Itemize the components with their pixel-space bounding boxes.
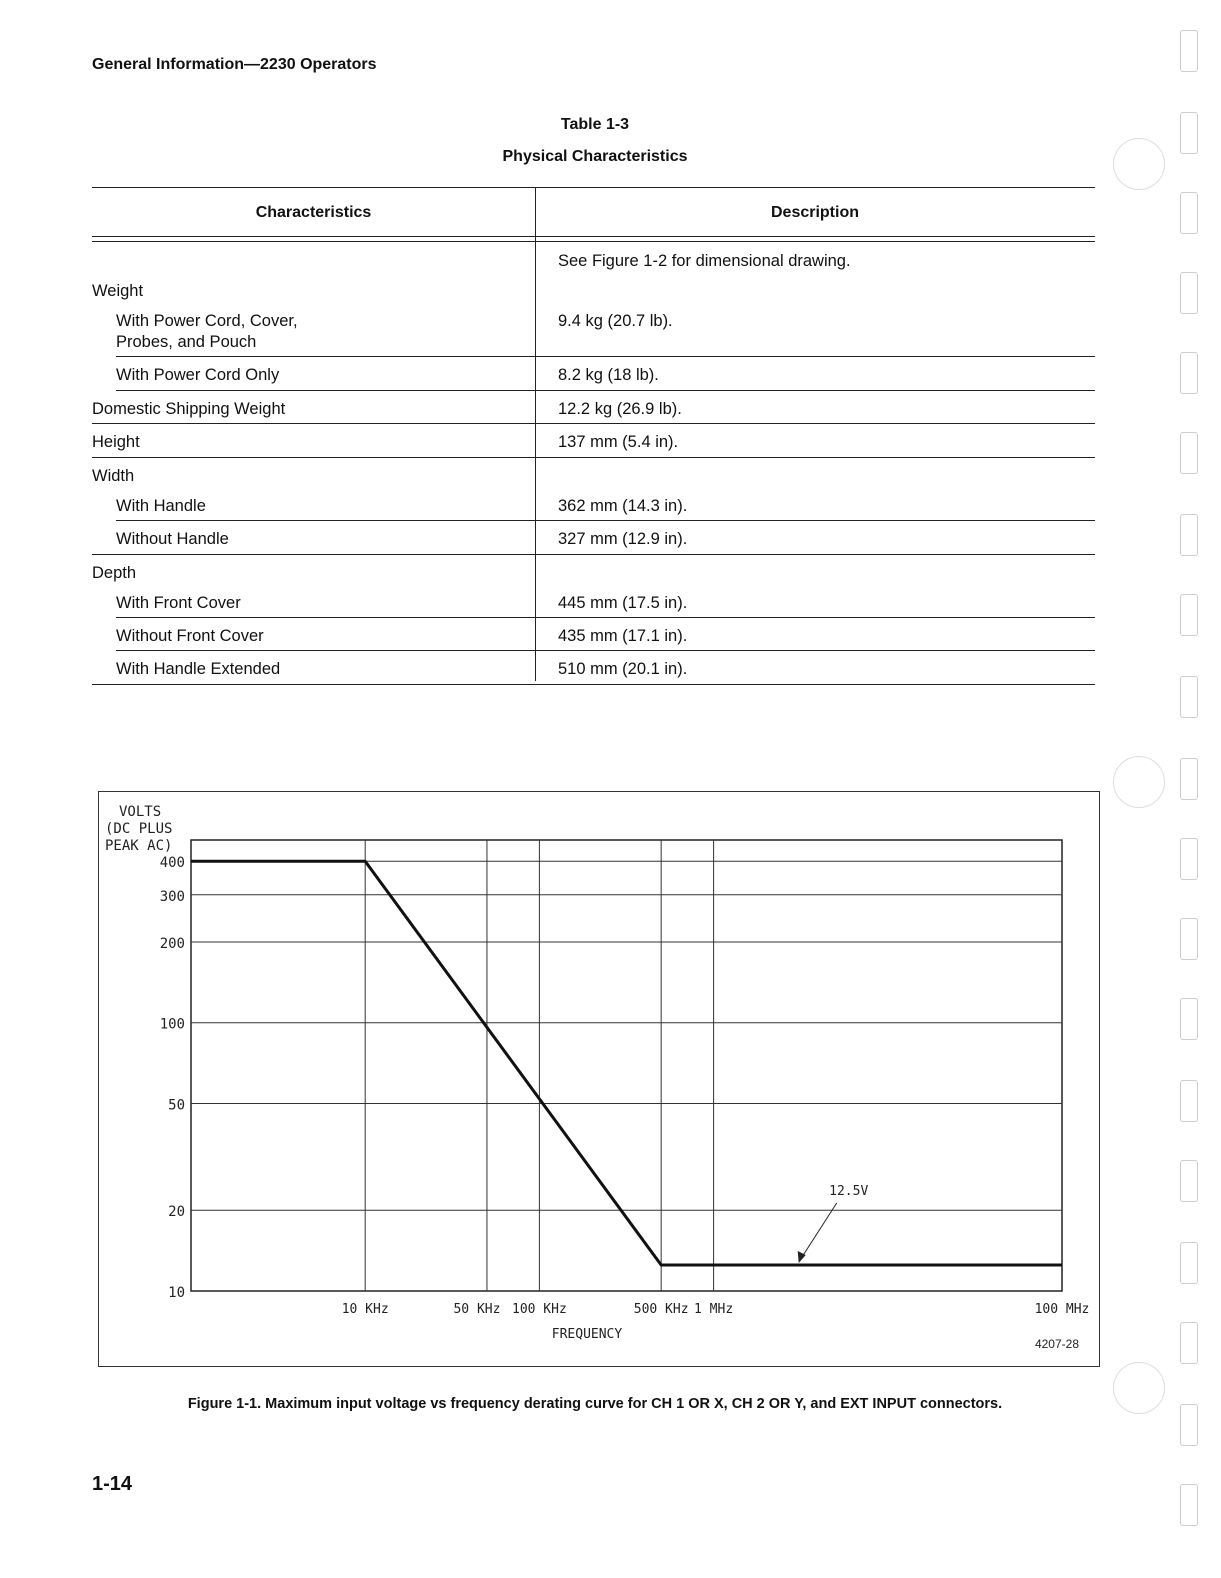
characteristic-label: With Power Cord Only (116, 366, 280, 384)
row-rule (92, 423, 1095, 424)
description-cell: See Figure 1-2 for dimensional drawing. (558, 252, 851, 270)
characteristic-cell (92, 282, 143, 301)
characteristic-label: With Power Cord, Cover, (116, 312, 298, 330)
x-tick-label: 1 MHz (694, 1302, 734, 1317)
characteristic-label: Without Front Cover (116, 627, 264, 645)
characteristic-cell (116, 312, 298, 352)
binder-hole (1180, 594, 1198, 636)
characteristic-cell (92, 400, 285, 419)
y-tick-label: 300 (159, 888, 185, 905)
characteristic-label-line2: Probes, and Pouch (116, 333, 257, 351)
y-tick-label: 200 (159, 935, 185, 952)
page-number: 1-14 (92, 1473, 133, 1495)
binder-hole (1180, 1242, 1198, 1284)
binder-hole (1180, 1160, 1198, 1202)
y-axis-label: VOLTS (119, 804, 162, 820)
description-cell: 8.2 kg (18 lb). (558, 366, 659, 384)
binder-ring (1113, 756, 1165, 808)
characteristic-label: With Handle (116, 497, 206, 515)
x-axis-label: FREQUENCY (551, 1327, 623, 1342)
binder-hole (1180, 998, 1198, 1040)
figure-caption: Figure 1-1. Maximum input voltage vs frequency derating curve for CH 1 OR X, CH 2 OR Y, and EXT INPUT connectors. (187, 1396, 1003, 1412)
description-cell: 435 mm (17.1 in). (558, 627, 688, 645)
y-tick-label: 10 (168, 1285, 185, 1301)
table-number: Table 1-3 (560, 116, 630, 133)
row-rule (92, 684, 1095, 685)
header-double-rule (92, 236, 1095, 242)
plot-frame (191, 840, 1062, 1291)
y-tick-label: 20 (168, 1204, 185, 1221)
characteristic-label: Weight (92, 282, 144, 300)
characteristic-cell (92, 467, 134, 486)
running-head: General Information—2230 Operators (92, 56, 377, 73)
annotation-label: 12.5V (829, 1184, 869, 1200)
characteristic-cell (92, 433, 140, 452)
row-rule (116, 520, 1095, 521)
characteristic-cell (116, 366, 279, 385)
binder-hole (1180, 514, 1198, 556)
description-cell: 12.2 kg (26.9 lb). (558, 400, 682, 418)
characteristic-label: With Handle Extended (116, 660, 281, 678)
col-header-description: Description (770, 204, 859, 221)
y-tick-label: 50 (168, 1097, 185, 1114)
description-cell: 510 mm (20.1 in). (558, 660, 688, 678)
binder-hole (1180, 1404, 1198, 1446)
characteristic-cell (92, 564, 136, 583)
derating-curve (191, 861, 1062, 1265)
column-divider (535, 187, 536, 681)
x-tick-label: 100 KHz (512, 1302, 567, 1317)
x-tick-label: 100 MHz (1034, 1302, 1090, 1317)
binder-hole (1180, 838, 1198, 880)
y-tick-label: 400 (159, 855, 185, 872)
description-cell: 362 mm (14.3 in). (558, 497, 688, 515)
table-header (92, 187, 1095, 236)
binder-hole (1180, 758, 1198, 800)
characteristic-cell (116, 530, 229, 549)
binder-hole (1180, 30, 1198, 72)
characteristic-label: Height (92, 433, 140, 451)
physical-characteristics-table (92, 187, 1095, 681)
row-rule (116, 356, 1095, 357)
characteristic-label: Domestic Shipping Weight (92, 400, 286, 418)
description-cell: 137 mm (5.4 in). (558, 433, 679, 451)
binder-hole (1180, 112, 1198, 154)
col-header-characteristics: Characteristics (255, 204, 372, 221)
figure-code: 4207-28 (1034, 1337, 1079, 1351)
row-rule (116, 617, 1095, 618)
binder-hole (1180, 676, 1198, 718)
row-rule (116, 390, 1095, 391)
row-rule (92, 554, 1095, 555)
characteristic-label: Depth (92, 564, 137, 582)
description-cell: 327 mm (12.9 in). (558, 530, 688, 548)
annotation-leader (801, 1203, 837, 1259)
figure-frame (98, 791, 1100, 1367)
binder-hole (1180, 272, 1198, 314)
row-rule (92, 457, 1095, 458)
x-tick-label: 50 KHz (453, 1302, 501, 1317)
characteristic-cell (116, 627, 264, 646)
x-tick-label: 500 KHz (633, 1302, 689, 1317)
derating-chart (99, 792, 1099, 1366)
binder-hole (1180, 1322, 1198, 1364)
y-axis-label: (DC PLUS (105, 821, 173, 837)
characteristic-label: Width (92, 467, 135, 485)
binder-ring (1113, 138, 1165, 190)
description-cell: 9.4 kg (20.7 lb). (558, 312, 673, 330)
y-tick-label: 100 (159, 1016, 185, 1033)
binder-hole (1180, 432, 1198, 474)
x-tick-label: 10 KHz (341, 1302, 389, 1317)
y-axis-label: PEAK AC) (105, 838, 173, 854)
characteristic-label: Without Handle (116, 530, 229, 548)
binder-hole (1180, 192, 1198, 234)
description-cell: 445 mm (17.5 in). (558, 594, 688, 612)
characteristic-cell (116, 497, 206, 516)
binder-hole (1180, 918, 1198, 960)
binder-ring (1113, 1362, 1165, 1414)
characteristic-label: With Front Cover (116, 594, 241, 612)
row-rule (116, 650, 1095, 651)
characteristic-cell (116, 594, 241, 613)
characteristic-cell (116, 660, 280, 679)
binder-hole (1180, 352, 1198, 394)
binder-hole (1180, 1484, 1198, 1526)
binder-hole (1180, 1080, 1198, 1122)
table-title: Physical Characteristics (502, 148, 688, 165)
